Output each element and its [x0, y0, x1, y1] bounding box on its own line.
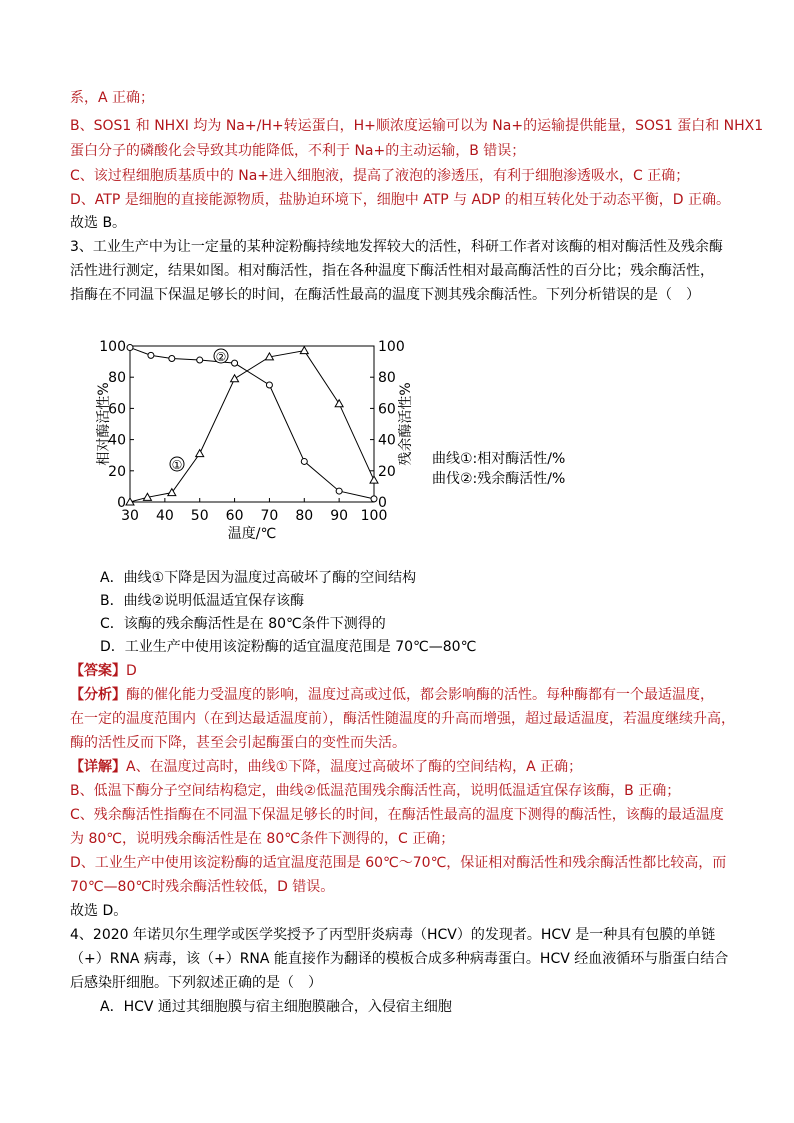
- text-line: 蛋白分子的磷酸化会导致其功能降低，不利于 Na+的主动运输，B 错误；: [70, 143, 526, 159]
- legend-series-2: 曲伐②:残余酶活性/%: [432, 471, 566, 487]
- question-3-line: 3、工业生产中为让一定量的某种淀粉酶持续地发挥较大的活性，科研工作者对该酶的相对酶活性及残余酶: [70, 239, 723, 255]
- x-axis-label: 温度/℃: [227, 526, 277, 542]
- y-tick-label-left: 80: [108, 370, 126, 387]
- series-2-point: [371, 496, 377, 502]
- x-tick-label: 100: [360, 508, 388, 524]
- option-a: A．曲线①下降是因为温度过高破坏了酶的空间结构: [100, 570, 417, 586]
- detail-line: D、工业生产中使用该淀粉酶的适宜温度范围是 60℃～70℃，保证相对酶活性和残余酶活性都比较高，而: [70, 855, 727, 871]
- series-1-point: [168, 489, 176, 496]
- question-4-line: 4、2020 年诺贝尔生理学或医学奖授予了丙型肝炎病毒（HCV）的发现者。HCV 是一种具有包膜的单链: [70, 927, 716, 943]
- series-2-point: [336, 488, 342, 494]
- x-tick-label: 30: [121, 508, 139, 524]
- series-1-marker: ①: [171, 458, 183, 472]
- series-2-marker: ②: [215, 350, 227, 364]
- series-2-point: [197, 357, 203, 363]
- series-2-point: [148, 352, 154, 358]
- analysis-line: 在一定的温度范围内（在到达最适温度前），酶活性随温度的升高而增强，超过最适温度，若温度继续升高，: [70, 711, 735, 727]
- series-2-point: [232, 360, 238, 366]
- series-2-point: [266, 382, 272, 388]
- series-2-point: [169, 355, 175, 361]
- option-d: D．工业生产中使用该淀粉酶的适宜温度范围是 70℃—80℃: [100, 639, 477, 655]
- text-line: B、SOS1 和 NHXI 均为 Na+/H+转运蛋白，H+顺浓度运输可以为 Na+的运输提供能量，SOS1 蛋白和 NHX1: [70, 118, 764, 134]
- y-tick-label-right: 80: [378, 370, 396, 387]
- question-3-line: 活性进行测定，结果如图。相对酶活性，指在各种温度下酶活性相对最高酶活性的百分比；残余酶活性，: [70, 263, 714, 279]
- series-1-point: [231, 375, 239, 382]
- x-tick-label: 70: [260, 508, 279, 524]
- detail-label: 【详解】: [70, 759, 126, 775]
- detail-line: 故选 D。: [70, 903, 128, 919]
- series-1-line: [130, 351, 374, 502]
- series-1-point: [335, 400, 343, 407]
- question-3-line: 指酶在不同温下保温足够长的时间，在酶活性最高的温度下测其残余酶活性。下列分析错误的是（ ）: [70, 287, 700, 303]
- x-tick-label: 50: [190, 508, 209, 524]
- x-tick-label: 90: [330, 508, 349, 524]
- analysis-label: 【分析】: [70, 687, 126, 703]
- series-2-line: [130, 348, 374, 499]
- text-line: D、ATP 是细胞的直接能源物质，盐胁迫环境下，细胞中 ATP 与 ADP 的相互转化处于动态平衡，D 正确。: [70, 192, 731, 208]
- text-line: C、该过程细胞质基质中的 Na+进入细胞液，提高了液泡的渗透压，有利于细胞渗透吸水，C 正确；: [70, 168, 690, 184]
- question-4-line: （+）RNA 病毒，该（+）RNA 能直接作为翻译的模板合成多种病毒蛋白。HCV 经血液循环与脂蛋白结合: [70, 951, 729, 967]
- y-tick-label-left: 0: [117, 495, 126, 511]
- x-tick-label: 40: [155, 508, 174, 524]
- x-tick-label: 60: [225, 508, 244, 524]
- text-line: 系，A 正确；: [70, 90, 155, 106]
- y-tick-label-right: 60: [378, 401, 396, 418]
- detail-line: C、残余酶活性指酶在不同温下保温足够长的时间，在酶活性最高的温度下测得的酶活性，该酶的最适温度: [70, 807, 724, 823]
- option-b: B．曲线②说明低温适宜保存该酶: [100, 593, 305, 609]
- analysis-line: [70, 685, 714, 705]
- question-4-line: 后感染肝细胞。下列叙述正确的是（ ）: [70, 975, 322, 991]
- legend-series-1: 曲线①:相对酶活性/%: [432, 451, 566, 467]
- series-1-point: [370, 476, 378, 483]
- x-tick-label: 80: [295, 508, 314, 524]
- y-tick-label-right: 100: [378, 339, 405, 355]
- y-tick-label-left: 60: [108, 401, 126, 418]
- series-2-point: [301, 458, 307, 464]
- y-axis-label-left: 相对酶活性%: [96, 382, 112, 466]
- detail-line: [70, 757, 582, 777]
- detail-line: 70℃—80℃时残余酶活性较低，D 错误。: [70, 879, 335, 895]
- y-tick-label-left: 40: [108, 432, 126, 449]
- series-1-point: [300, 347, 308, 354]
- series-1-point: [196, 450, 204, 457]
- y-tick-label-right: 0: [378, 495, 387, 511]
- answer-label: 【答案】: [70, 663, 126, 679]
- series-2-point: [127, 345, 133, 351]
- option-c: C．该酶的残余酶活性是在 80℃条件下测得的: [100, 616, 386, 632]
- y-tick-label-right: 20: [378, 463, 396, 480]
- y-axis-label-right: 残余酶活性%: [398, 382, 414, 466]
- detail-line: 为 80℃，说明残余酶活性是在 80℃条件下测得的，C 正确；: [70, 831, 455, 847]
- detail-line: B、低温下酶分子空间结构稳定，曲线②低温范围残余酶活性高，说明低温适宜保存该酶，B 正确；: [70, 783, 681, 799]
- detail-text: A、在温度过高时，曲线①下降，温度过高破坏了酶的空间结构，A 正确；: [126, 759, 583, 775]
- answer-line: [70, 661, 137, 681]
- y-tick-label-left: 20: [108, 463, 126, 480]
- q4-option-a: A．HCV 通过其细胞膜与宿主细胞膜融合，入侵宿主细胞: [100, 999, 452, 1015]
- answer-text: D: [126, 663, 137, 679]
- y-tick-label-right: 40: [378, 432, 396, 449]
- text-line: 故选 B。: [70, 215, 127, 231]
- analysis-text: 酶的催化能力受温度的影响，温度过高或过低，都会影响酶的活性。每种酶都有一个最适温度，: [126, 687, 714, 703]
- enzyme-activity-chart: [0, 320, 794, 550]
- analysis-line: 酶的活性反而下降，甚至会引起酶蛋白的变性而失活。: [70, 735, 406, 751]
- plot-frame: [130, 346, 374, 502]
- y-tick-label-left: 100: [99, 339, 126, 355]
